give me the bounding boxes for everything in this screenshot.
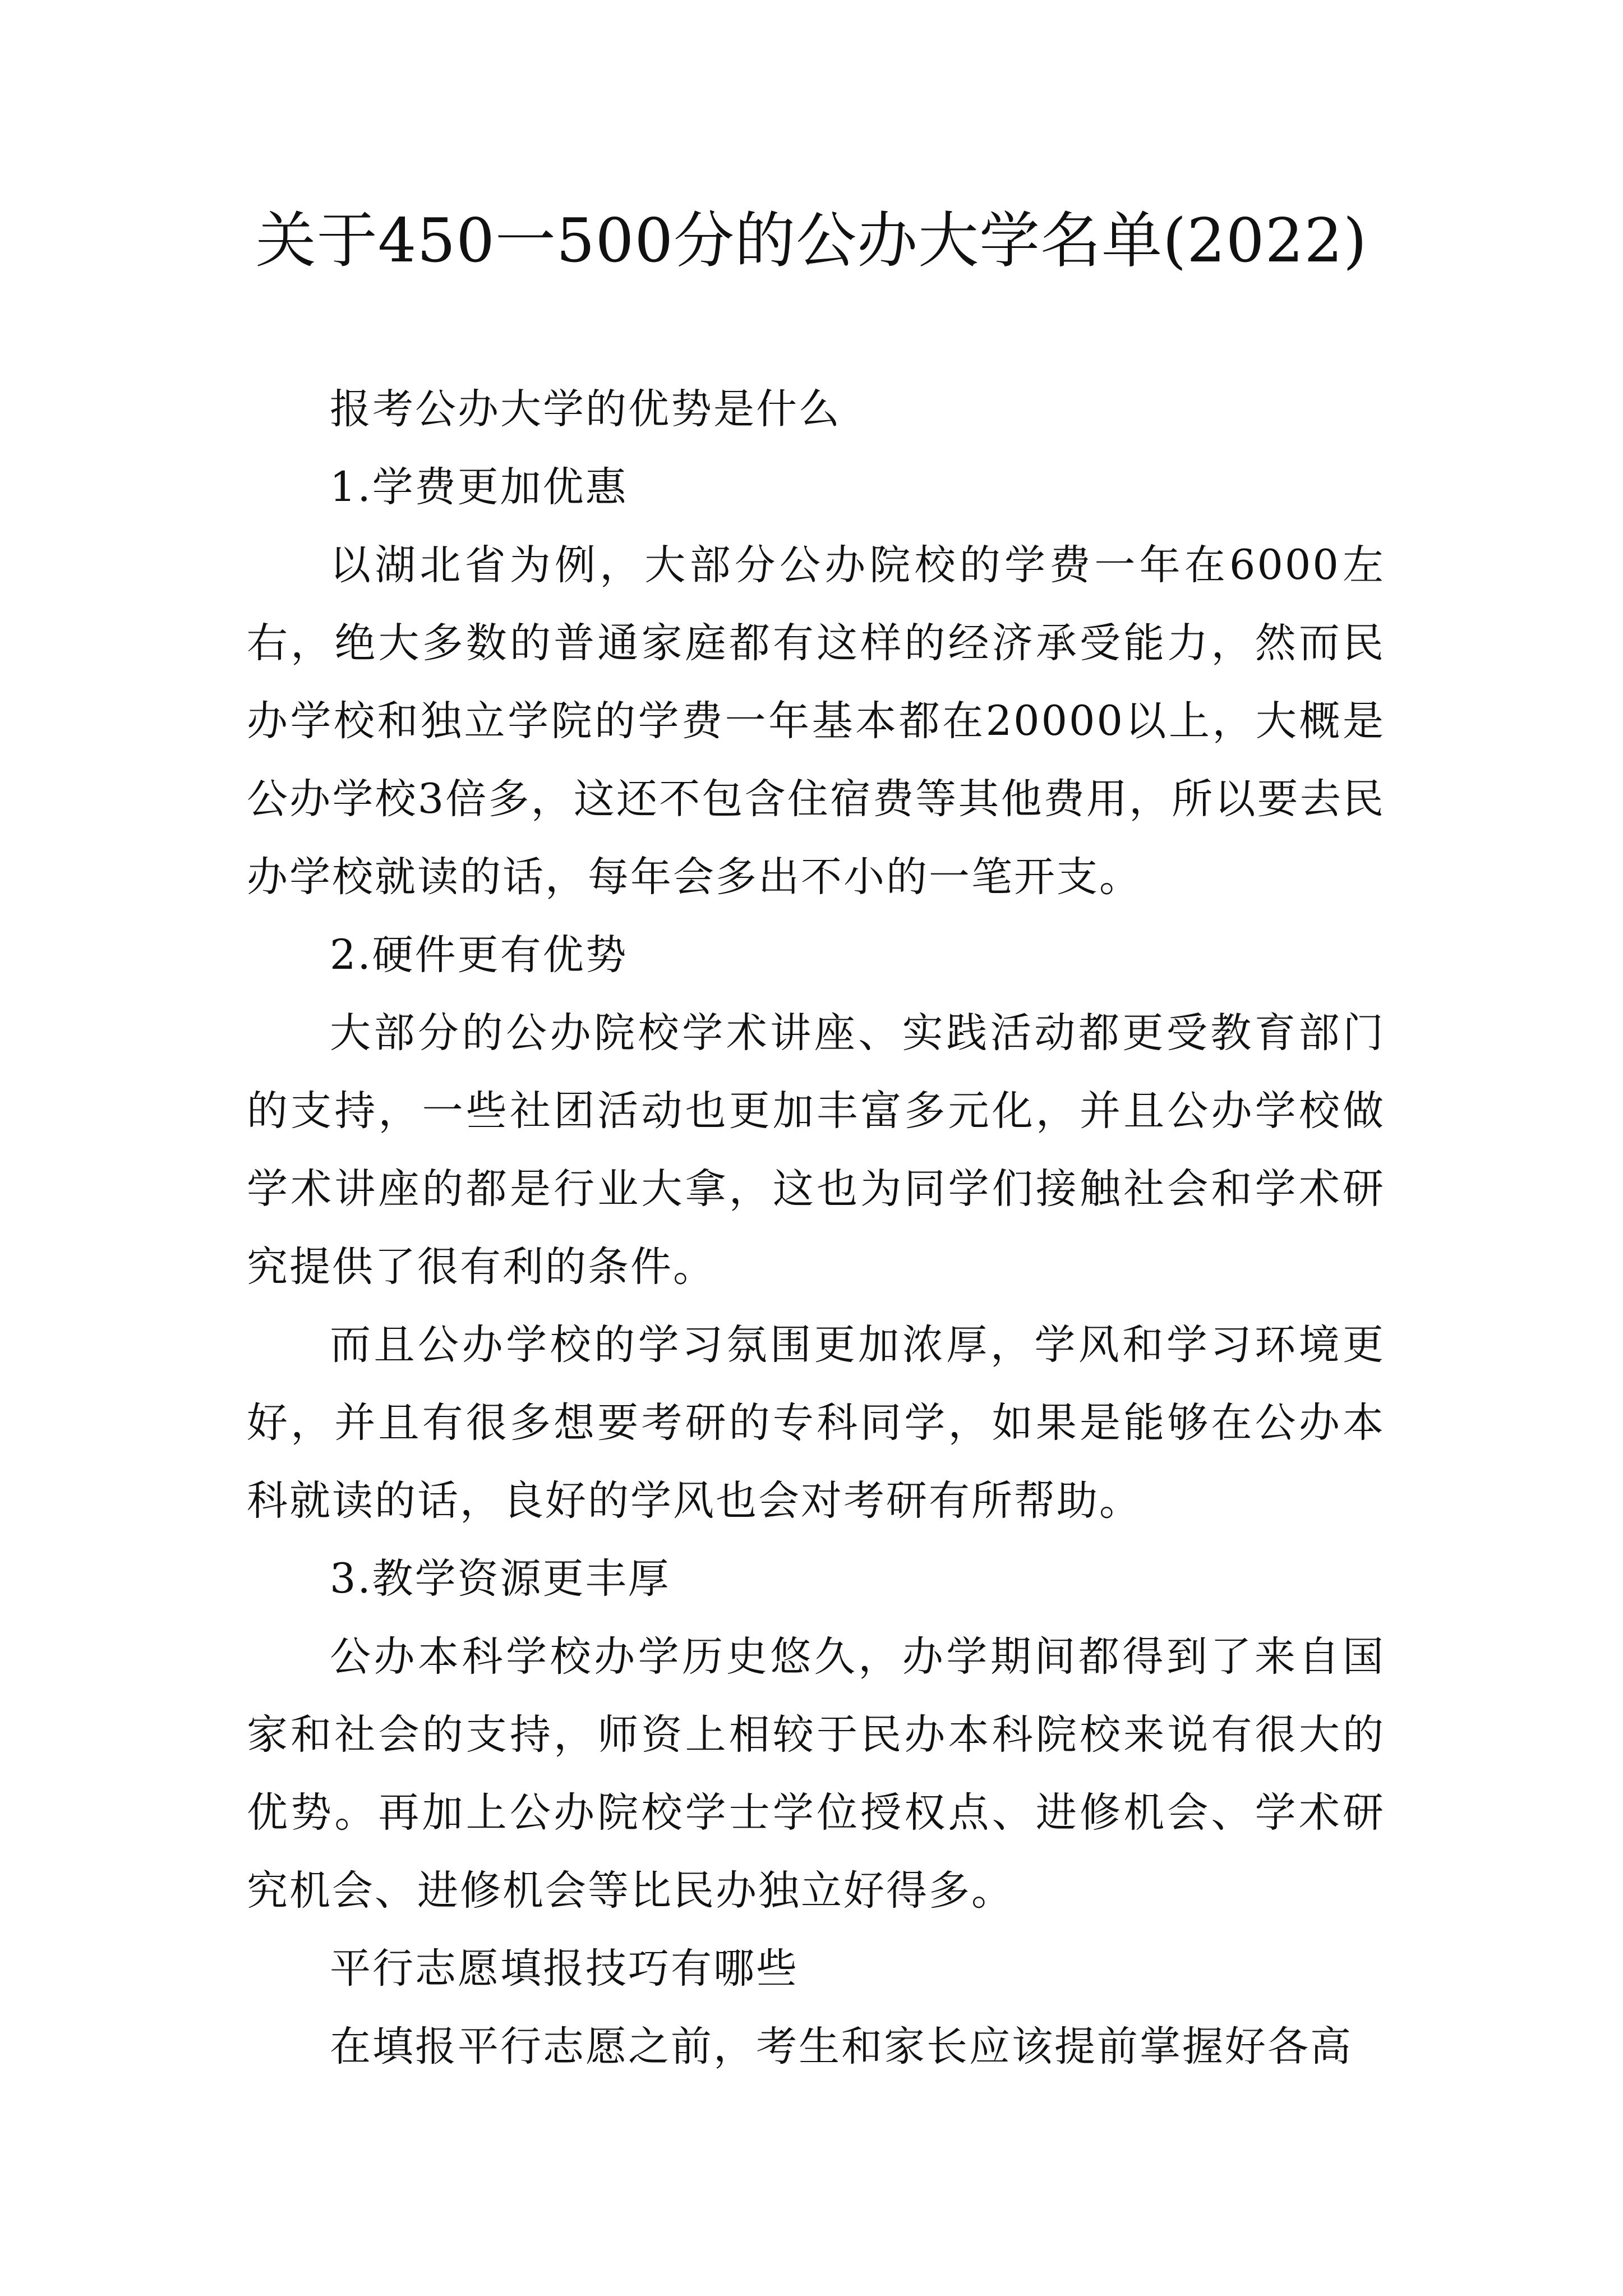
paragraph-study-atmosphere: 而且公办学校的学习氛围更加浓厚，学风和学习环境更好，并且有很多想要考研的专科同学，如果是能够在公办本科就读的话，良好的学风也会对考研有所帮助。	[247, 1321, 1385, 1525]
paragraph-heading-resources: 3.教学资源更丰厚	[330, 1555, 671, 1603]
paragraph-heading-tips: 平行志愿填报技巧有哪些	[330, 1945, 799, 1993]
document-body	[247, 370, 1385, 2086]
paragraph-heading-tuition: 1.学费更加优惠	[330, 463, 628, 511]
document-title: 关于450一500分的公办大学名单(2022)	[255, 206, 1368, 276]
paragraph-hardware: 大部分的公办院校学术讲座、实践活动都更受教育部门的支持，一些社团活动也更加丰富多元化，并且公办学校做学术讲座的都是行业大拿，这也为同学们接触社会和学术研究提供了很有利的条件。	[247, 1009, 1385, 1291]
paragraph-heading-advantages: 报考公办大学的优势是什么	[330, 385, 841, 433]
paragraph-tuition: 以湖北省为例，大部分公办院校的学费一年在6000左右，绝大多数的普通家庭都有这样的经济承受能力，然而民办学校和独立学院的学费一年基本都在20000以上，大概是公办学校3倍多，这还不包含住宿费等其他费用，所以要去民办学校就读的话，每年会多出不小的一笔开支。	[247, 541, 1385, 901]
paragraph-resources: 公办本科学校办学历史悠久，办学期间都得到了来自国家和社会的支持，师资上相较于民办本科院校来说有很大的优势。再加上公办院校学士学位授权点、进修机会、学术研究机会、进修机会等比民办独立好得多。	[247, 1633, 1385, 1915]
paragraph-tips: 在填报平行志愿之前，考生和家长应该提前掌握好各高	[330, 2023, 1353, 2070]
paragraph-heading-hardware: 2.硬件更有优势	[330, 931, 628, 979]
